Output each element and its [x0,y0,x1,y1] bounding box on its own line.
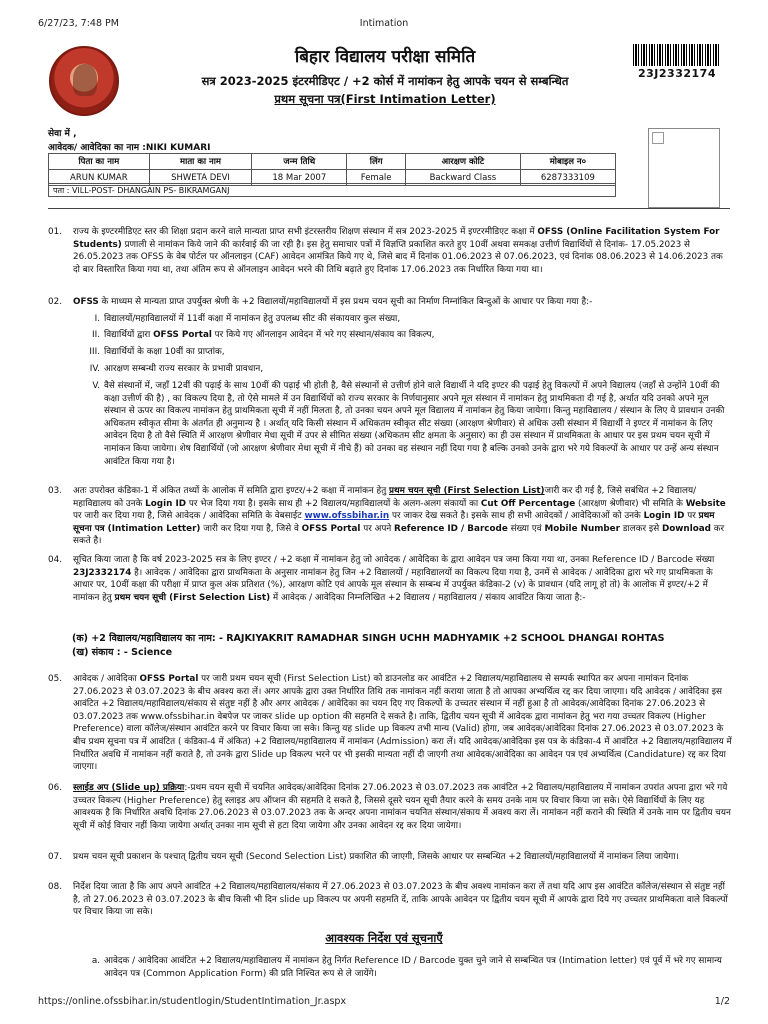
letter-title: प्रथम सूचना पत्र(First Intimation Letter) [274,92,496,106]
paragraph-08 [48,881,732,919]
criteria-text: विद्यार्थियों के कक्षा 10वीं का प्राप्तांक, [104,347,225,357]
text-run: Website [685,498,726,509]
paragraph-number: 08. [48,882,62,892]
paragraph-number: 04. [48,555,62,565]
allotted-school: (क) +2 विद्यालय/महाविद्यालय का नाम: - RAJKIYAKRIT RAMADHAR SINGH UCHH MADHYAMIK +2 SCHOOL DHANGAI ROHTAS [72,633,665,644]
criteria-number: V. [92,381,100,391]
board-title: बिहार विद्यालय परीक्षा समिति [294,47,476,67]
paragraph-number: 07. [48,852,62,862]
print-title: Intimation [359,18,409,29]
paragraph-04 [48,554,732,604]
text-run: के माध्यम से मान्यता प्राप्त उपर्युक्त श्रेणी के +2 विद्यालयों/महाविद्यालयों में इस प्रथम चयन सूची का निर्माण निम्नांकित बिन्दुओं के आधार पर किया गया है:- [98,297,593,307]
paragraph-02 [48,296,732,309]
instruction-text: आवेदक / आवेदिका आवंटित +2 विद्यालय/महाविद्यालय में नामांकन हेतु निर्गत Reference ID / Barcode युक्त चुने जाने से सम्बन्धित पत्र (Intimation letter) एवं पूर्व में भरे गए सामान्य आवेदन पत्र (Common Application Form) की प्रति निश्चित रूप से ले जायेंगे। [104,956,722,979]
reservation-category: Backward Class [406,170,521,186]
header-father-name: पिता का नाम [49,154,150,170]
paragraph-body [73,226,732,276]
mobile-number: 6287333109 [520,170,615,186]
allotted-faculty: (ख) संकाय : - Science [72,647,173,658]
text-run: सूचित किया जाता है कि वर्ष 2023-2025 सत्र के लिए इण्टर / +2 कक्षा में नामांकन हेतु जो आवेदक / आवेदिका के द्वारा आवेदन पत्र जमा किया गया था, उनका Reference ID / Barcode संख्या [73,555,715,565]
candidate-photo-placeholder [648,128,720,208]
letter-subtitle: सत्र 2023-2025 इंटरमीडिएट / +2 कोर्स में नामांकन हेतु आपके चयन से सम्बन्धित [201,74,569,88]
paragraph-body [73,673,732,774]
father-name: ARUN KUMAR [49,170,150,186]
instruction-a [91,955,730,980]
criteria-text: आरक्षण सम्बन्धी राज्य सरकार के प्रभावी प्रावधान, [104,364,264,374]
text-run: Download [661,523,711,534]
criteria-text [104,330,434,340]
text-run: Reference ID / Barcode [394,523,508,534]
paragraph-body [73,554,732,604]
criteria-number: IV. [89,364,100,374]
info-table-header-row [49,154,616,170]
paragraph-body [73,296,732,309]
criteria-item-3 [89,346,732,359]
text-run: जारी कर दिया गया है, जिसे वे [200,523,302,534]
criteria-item-4 [89,363,732,376]
text-run: पर जाकर देख सकते है। इसके साथ ही सभी आवेदकों / आवेदिकाओं को उनके [389,511,644,522]
text-run: राज्य के इण्टरमीडिएट स्तर की शिक्षा प्रदान करने वाले मान्यता प्राप्त सभी इंटरस्तरीय शिक्षण संस्थान में सत्र 2023-2025 में इण्टरमीडिएट कक्षा में [73,227,538,237]
print-datetime: 6/27/23, 7:48 PM [38,18,119,29]
text-run: जारी कर दी गई है, जिसे सबंधित +2 विद्यालय/ महाविद्यालय को उनके [73,486,697,509]
header-mobile: मोबाइल न० [520,154,615,170]
text-run: पर जारी प्रथम चयन सूची (First Selection List) को डाउनलोड कर आवंटित +2 विद्यालय/महाविद्यालय से सम्पर्क स्थापित कर अपना नामांकन दिनांक 27.06.2023 से 03.07.2023 के बीच अवश्य करा लें। अगर आपके द्वारा उक्त निर्धारित तिथि तक नामांकन नहीं कराया जाता है तो आपका अभ्यर्थित्व रद्द कर दिया जाएगा। यदि आवेदक / आवेदिका इस आवंटित +2 विद्यालय/महाविद्यालय/संकाय से संतुष्ट नहीं है और अगर आवेदक / आवेदिका का चयन दिए गए विकल्पों के उच्चतर संस्थान में नहीं हुआ है तो आवेदक/आवेदिका दिनांक 27.06.2023 से 03.07.2023 तक www.ofssbihar.in वेबपेज पर जाकर slide up option की सहमति दे सकते है। ताकि, द्वितीय चयन सूची में आवेदक द्वारा नामांकन हेतु भरा गया उच्चतर विकल्प (Higher Preference) वाला कॉलेज/संस्थान आवंटित करने पर विचार किया जा सके। किन्तु यह slide up विकल्प तभी मान्य (Valid) होगा, जब आवेदक/आवेदिका दिनांक 27.06.2023 से 03.07.2023 के बीच प्रथम सूचना पत्र में आवंटित ( कंडिका-4 में अंकित) +2 विद्यालय/महाविद्यालय में नामांकन (Admission) करा लें। यदि आवेदक/आवेदिका इस पत्र के कंडिका-4 में आवंटित +2 विद्यालय/महाविद्यालय में निर्धारित अवधि में नामांकन नहीं कराते है, तो उनके द्वारा Slide up विकल्प भरने पर भी इसकी मान्यता नहीं दी जाएगी तथा आवेदक/आवेदिका का आवेदन पत्र एवं अभ्यर्थित्व (Candidature) रद्द कर दिया जाएगा। [73,674,732,773]
criteria-item-2 [92,329,732,342]
instruction-number: a. [91,956,100,966]
text-run: आवेदक / आवेदिका [73,674,140,684]
print-url: https://online.ofssbihar.in/studentlogin/StudentIntimation_Jr.aspx [38,996,347,1007]
paragraph-number: 03. [48,486,62,496]
text-run: संख्या एवं [507,523,545,534]
candidate-name: आवेदक/ आवेदिका का नाम :NIKI KUMARI [48,143,211,153]
text-run: पर किये गए ऑनलाइन आवेदन में भरे गए संस्थान/संकाय का विकल्प, [211,330,435,340]
address: पता : VILL-POST- DHANGAIN PS- BIKRAMGANJ [48,183,616,197]
text-run: OFSS [73,297,99,307]
header-reservation: आरक्षण कोटि [406,154,521,170]
text-run: पर [684,511,699,522]
paragraph-body [73,485,732,548]
text-run: कर सकते है। [73,523,725,547]
text-run: OFSS Portal [139,674,199,684]
text-run: पर अपने [360,523,395,534]
board-seal-logo [49,46,119,116]
text-run: पर भेज दिया गया है। इसके साथ ही +2 विद्यालय/महाविद्यालयों के अलग-अलग संकायों का [186,498,481,509]
text-run: पर जारी कर दिया गया है, जिसे आवेदक / आवेदिका समिति के वेबसाईट [73,511,305,522]
text-run: Cut Off Percentage [480,498,576,509]
text-run: स्लाईड अप (Slide up) प्रक्रिया [73,783,185,793]
paragraph-03 [48,485,732,548]
criteria-number: II. [92,330,100,340]
text-run: प्रथम चयन सूची प्रकाशन के पश्चात् द्वितीय चयन सूची (Second Selection List) प्रकाशित की जाएगी, जिसके आधार पर सम्बन्धित +2 विद्यालयों/महाविद्यालयों में नामांकन लिया जायेगा। [73,852,679,862]
criteria-number: III. [89,347,100,357]
text-run: डालकर इसे [619,523,662,534]
text-run: 23J2332174 [73,567,132,578]
print-footer [0,996,768,1014]
header-gender: लिंग [347,154,406,170]
text-run: OFSS Portal [301,523,361,534]
text-run: अतः उपरोक्त कंडिका-1 में अंकित तथ्यों के आलोक में समिति द्वारा इण्टर/+2 कक्षा में नामांकन हेतु [73,486,390,496]
gender: Female [347,170,406,186]
barcode-image [633,44,721,66]
barcode-number: 23J2332174 [638,67,716,80]
paragraph-number: 06. [48,783,62,793]
paragraph-06 [48,782,732,832]
paragraph-05 [48,673,732,774]
text-run: प्रथम चयन सूची (First Selection List) [389,486,545,496]
header-dob: जन्म तिथि [252,154,347,170]
text-run: Login ID [145,498,187,509]
text-run: :-प्रथम चयन सूची में चयनित आवेदक/आवेदिका दिनांक 27.06.2023 से 03.07.2023 तक आवंटित +2 विद्यालय/महाविद्यालय में नामांकन उपरांत अपना द्वारा भरे गये उच्चतर विकल्प (Higher Preference) हेतु स्लाइड अप ऑप्शन की सहमति दे सकते है, जिससे दूसरे चयन सूची तैयार करने के समय उनके नाम पर विचार किया जा सके। ऐसे विद्यार्थियों के लिए यह आवश्यक है कि निर्धारित अवधि दिनांक 27.06.2023 से 03.07.2023 तक के अन्दर अपना नामांकन चयनित संस्थान/संकाय में अवश्य करा लें। नामांकन नहीं कराने की स्थिति में उनके नाम पर द्वितीय चयन सूची में कोई विचार नहीं किया जायेगा अर्थात् उनका नाम सूची से हटा दिया जायेगा और उनका आवेदन रद्द कर दिया जायेगा। [73,783,731,831]
criteria-number: I. [94,314,100,324]
criteria-item-5 [92,380,732,468]
print-page-number: 1/2 [714,996,730,1007]
paragraph-body [73,851,732,864]
text-run: विद्यार्थियों द्वारा [104,330,154,340]
greeting: सेवा में , [48,129,77,139]
text-run: प्रथम चयन सूची (First Selection List) [114,592,271,603]
text-run: www.ofssbihar.in [304,511,390,522]
divider [48,208,730,209]
paragraph-number: 02. [48,297,62,307]
text-run: OFSS (Online Facilitation System For Students) [73,227,720,250]
paragraph-07 [48,851,732,864]
criteria-item-1 [94,313,732,326]
text-run: Login ID [643,511,685,522]
text-run: (आरक्षण श्रेणीवार) भी समिति के [575,498,686,509]
text-run: Mobile Number [544,523,620,534]
text-run: प्रणाली से नामांकन किये जाने की कार्रवाई की जा रही है। इस हेतु समाचार पत्रों में विज्ञप्ति प्रकाशित करते हुए 10वीं अथवा समकक्ष उत्तीर्ण विद्यार्थियों से दिनांक- 17.05.2023 से 26.05.2023 तक OFSS के वेब पोर्टल पर ऑनलाइन (CAF) आवेदन आमंत्रित किये गए थे, जिसे बाद में दिनांक 01.06.2023 से 07.06.2023, एवं दिनांक 08.06.2023 से 14.06.2023 तक दो बार विस्तारित किया गया था, तथा अंतिम रूप से ऑनलाइन आवेदन भरने की तिथि बढ़ाते हुए दिनांक 17.06.2023 तक निर्धारित किया गया था। [73,239,723,275]
paragraph-number: 05. [48,674,62,684]
paragraph-body [73,881,732,919]
paragraph-body [73,782,732,832]
text-run: है। आवेदक / आवेदिका द्वारा प्राथमिकता के अनुसार नामांकन हेतु जिन +2 विद्यालयों / महाविद्यालयों का विकल्प दिया गया है, उनमें से आवेदक / आवेदिका द्वारा भरे गए प्राथमिकता के आधार पर, 10वीं कक्षा की परीक्षा में प्राप्त कुल अंक प्रतिशत (%), आरक्षण कोटि एवं आपके मूल संस्थान के सम्बन्ध में उपर्युक्त कंडिका-2 (v) के प्रावधान (यदि लागू हो तो) के आलोक में इण्टर/+2 में नामांकन हेतु [73,567,713,603]
dob: 18 Mar 2007 [252,170,347,186]
mother-name: SHWETA DEVI [149,170,252,186]
candidate-info-table [48,153,616,186]
paragraph-number: 01. [48,227,62,237]
print-header [0,0,768,44]
text-run: में आवेदक / आवेदिका निम्नलिखित +2 विद्यालय / महाविद्यालय / संकाय आवंटित किया जाता है:- [270,592,586,603]
paragraph-01 [48,226,732,276]
text-run: निर्देश दिया जाता है कि आप अपने आवंटित +2 विद्यालय/महाविद्यालय/संकाय में 27.06.2023 से 03.07.2023 के बीच अवश्य नामांकन करा लें तथा यदि आप इस आवंटित कॉलेज/संस्थान से संतुष्ट नहीं है, तो 27.06.2023 से 03.07.2023 के बीच किसी भी दिन slide up विकल्प पर अपनी सहमति दें, ताकि आपके आवेदन पर द्वितीय चयन सूची में आपके द्वारा दिये गए उच्चतर प्राथमिकता वाले विकल्पों पर विचार किया जा सके। [73,882,728,918]
criteria-text: विद्यालयों/महाविद्यालयों में 11वीं कक्षा में नामांकन हेतु उपलब्ध सीट की संकायवार कुल संख्या, [104,314,401,324]
text-run: OFSS Portal [153,330,212,340]
text-run: प्रथम सूचना पत्र (Intimation Letter) [73,511,715,534]
instructions-heading: आवश्यक निर्देश एवं सूचनाएँ [325,931,443,945]
header-mother-name: माता का नाम [149,154,252,170]
criteria-text: वैसे संस्थानों में, जहाँ 12वीं की पढ़ाई के साथ 10वीं की पढ़ाई भी होती है, वैसे संस्थानों से उत्तीर्ण होने वाले विद्यार्थी ने यदि इण्टर की पढ़ाई हेतु विकल्पों में अपने विद्यालय (जहाँ से उन्होंने 10वीं की कक्षा उत्तीर्ण की है) , का विकल्प दिया है, तो ऐसे मामले में उन विद्यार्थियों को राज्य सरकार के निर्णयानुसार अपने मूल संस्थान में नामांकन हेतु प्राथमिकता दी गई है, अर्थात यदि उनको अपने मूल संस्थान से ऊपर का विकल्प नामांकन हेतु प्राथमिकता सूची में नहीं मिलता है, तो उनका चयन अपने मूल विद्यालय में नामांकन हेतु किया जायेगा। किन्तु महाविद्यालय / संस्थान के लिए ये प्रावधान उनकी अधिकतम स्वीकृत सीमा के अंतर्गत ही अनुमान्य है । अर्थात् यदि किसी संस्थान में अधिकतम स्वीकृत सीट संख्या (आरक्षण श्रेणीवार) से अधिक उसी संस्थान में विद्यार्थी ने इण्टर में नामांकन के लिए आवेदन दिया है तो वैसे स्थिति में आरक्षण श्रेणीवार मेधा सूची में उपर से सीमित संख्या (अधिकतम सीट क्षमता के अनुसार) का ही उस संस्थान में प्राथमिकता के आधार पर इस प्रथम चयन सूची में नामांकन किया जायेगा। शेष विद्यार्थियों (जो आरक्षण श्रेणीवार मेधा सूची में नीचे हैं) को उनका वह संस्थान नहीं दिया गया है बल्कि उनको उनके द्वारा भरे गये विकल्पों के आधार पर उन्हें अन्य संस्थान आवंटित किया गया है। [104,381,725,467]
